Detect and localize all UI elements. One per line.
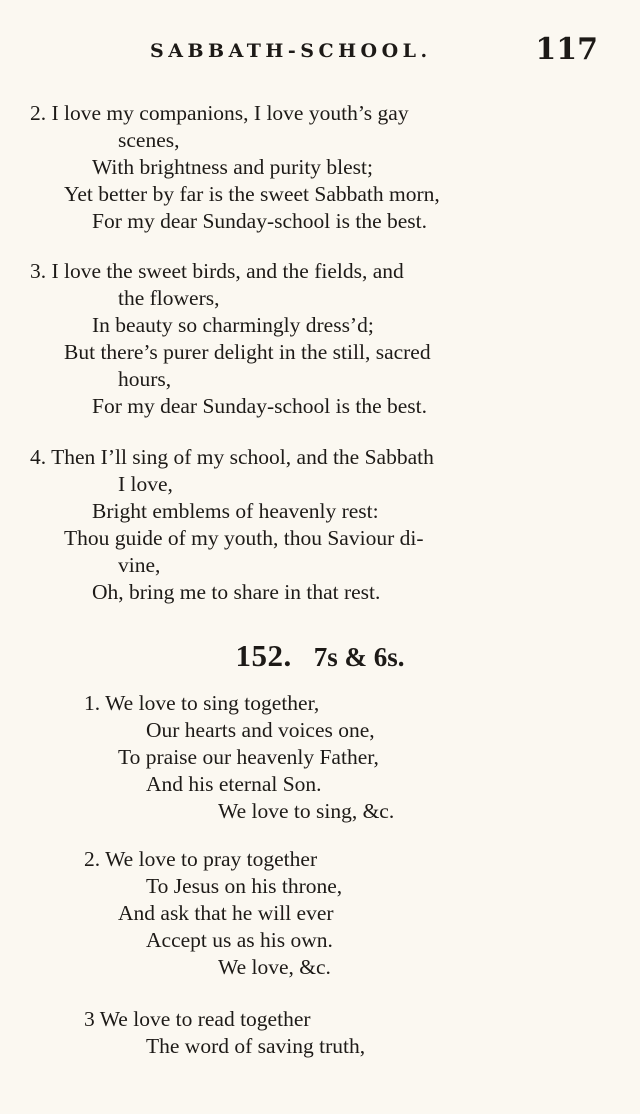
verse-line: scenes,	[118, 128, 180, 152]
verse-line: 2. We love to pray together	[84, 847, 318, 871]
hymn-meter: 7s & 6s.	[313, 642, 405, 672]
verse-line: vine,	[118, 553, 161, 577]
verse-line: With brightness and purity blest;	[92, 155, 373, 179]
hymn-number: 152.	[235, 638, 292, 673]
verse-line: The word of saving truth,	[146, 1034, 366, 1058]
verse-line: Our hearts and voices one,	[146, 718, 375, 742]
verse-line: For my dear Sunday-school is the best.	[92, 394, 427, 418]
verse-line: We love, &c.	[218, 955, 331, 979]
verse-line: 4. Then I’ll sing of my school, and the Sabbath	[30, 445, 434, 469]
verse-line: Thou guide of my youth, thou Saviour di-	[64, 526, 424, 550]
verse-line: Oh, bring me to share in that rest.	[92, 580, 381, 604]
verse-line: hours,	[118, 367, 172, 391]
verse-line: And his eternal Son.	[146, 772, 322, 796]
verse-line: And ask that he will ever	[118, 901, 334, 925]
page-number: 117	[535, 32, 598, 67]
verse-line: 3 We love to read together	[84, 1007, 311, 1031]
verse-line: Accept us as his own.	[146, 928, 333, 952]
verse-line: Bright emblems of heavenly rest:	[92, 499, 379, 523]
verse-line: 3. I love the sweet birds, and the fields, and	[30, 259, 404, 283]
verse-line: For my dear Sunday-school is the best.	[92, 209, 427, 233]
running-head: SABBATH-SCHOOL.	[150, 40, 432, 62]
verse-line: We love to sing, &c.	[218, 799, 395, 823]
verse-line: In beauty so charmingly dress’d;	[92, 313, 374, 337]
verse-line: To Jesus on his throne,	[146, 874, 343, 898]
verse-line: Yet better by far is the sweet Sabbath morn,	[64, 182, 440, 206]
page-header	[150, 32, 598, 72]
verse-line: I love,	[118, 472, 173, 496]
verse-line: 1. We love to sing together,	[84, 691, 320, 715]
hymn-heading	[0, 638, 640, 674]
verse-line: But there’s purer delight in the still, sacred	[64, 340, 431, 364]
verse-line: To praise our heavenly Father,	[118, 745, 379, 769]
verse-line: 2. I love my companions, I love youth’s gay	[30, 101, 409, 125]
verse-line: the flowers,	[118, 286, 220, 310]
